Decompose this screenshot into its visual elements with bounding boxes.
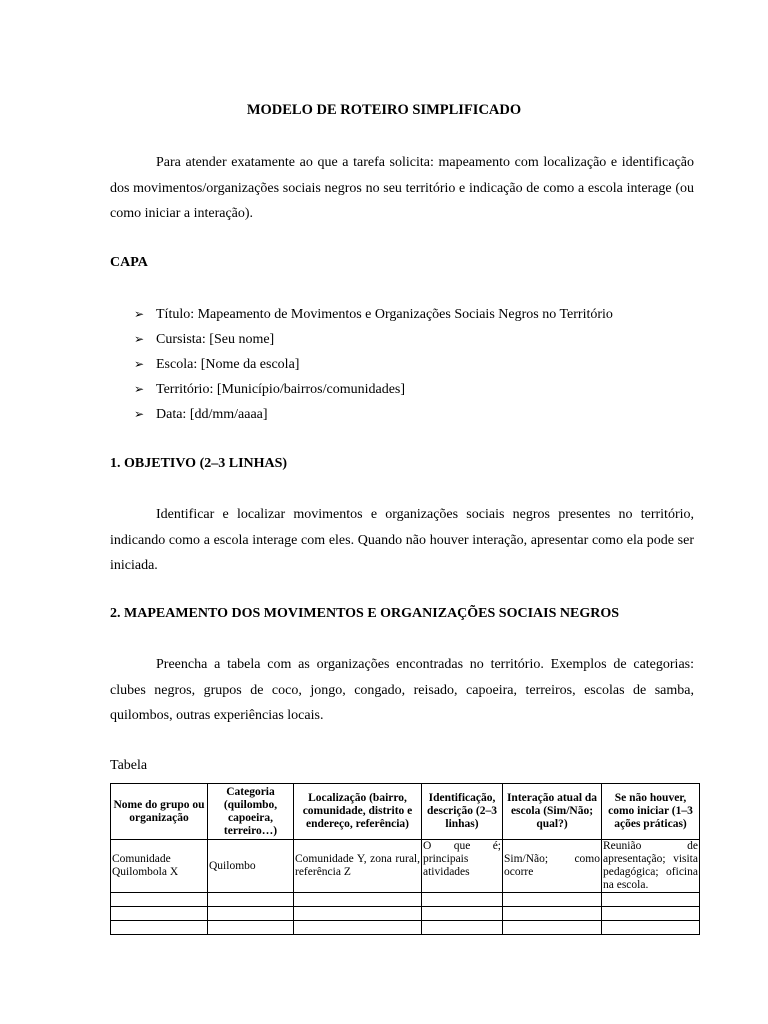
table-cell	[602, 893, 700, 907]
arrow-bullet-icon: ➢	[134, 382, 145, 396]
arrow-bullet-icon: ➢	[134, 357, 145, 371]
column-header: Localização (bairro, comunidade, distrito e endereço, referência)	[294, 784, 422, 840]
mapeamento-paragraph	[110, 652, 694, 729]
list-item: ➢ Território: [Município/bairros/comunidades]	[134, 381, 406, 397]
document-title: MODELO DE ROTEIRO SIMPLIFICADO	[246, 102, 522, 118]
table-cell: Comunidade Quilombola X	[111, 840, 208, 893]
objetivo-heading: 1. OBJETIVO (2–3 LINHAS)	[110, 456, 288, 471]
table-cell	[602, 907, 700, 921]
table-row	[111, 893, 700, 907]
capa-list	[134, 302, 613, 427]
list-item: ➢ Cursista: [Seu nome]	[134, 331, 275, 347]
table-cell: Sim/Não; como ocorre	[503, 840, 602, 893]
table-cell	[111, 921, 208, 935]
table-row	[111, 840, 700, 893]
intro-paragraph	[110, 150, 694, 227]
objetivo-paragraph	[110, 502, 694, 579]
arrow-bullet-icon: ➢	[134, 332, 145, 346]
capa-heading: CAPA	[110, 255, 148, 270]
column-header: Se não houver, como iniciar (1–3 ações práticas)	[602, 784, 700, 840]
list-item: ➢ Título: Mapeamento de Movimentos e Organizações Sociais Negros no Território	[134, 306, 613, 322]
table-cell	[294, 921, 422, 935]
table-cell	[208, 907, 294, 921]
table-cell	[294, 893, 422, 907]
table-cell	[503, 893, 602, 907]
column-header: Nome do grupo ou organização	[111, 784, 208, 840]
table-cell: Comunidade Y, zona rural, referência Z	[294, 840, 422, 893]
arrow-bullet-icon: ➢	[134, 407, 145, 421]
table-cell	[208, 893, 294, 907]
table-row	[111, 921, 700, 935]
table-header-row	[111, 784, 700, 840]
mapeamento-text: Preencha a tabela com as organizações encontradas no território. Exemplos de categorias: clubes negros, grupos de coco, jongo, congado, reisado, capoeira, terreiros, escolas de samba, quilombos, outras experiências locais.	[110, 657, 694, 723]
table-cell: Reunião de apresentação; visita pedagógica; oficina na escola.	[603, 840, 698, 891]
table-row	[111, 907, 700, 921]
list-item: ➢ Data: [dd/mm/aaaa]	[134, 406, 268, 422]
table-cell	[208, 921, 294, 935]
column-header: Interação atual da escola (Sim/Não; qual?)	[503, 784, 602, 840]
mapeamento-heading: 2. MAPEAMENTO DOS MOVIMENTOS E ORGANIZAÇÕES SOCIAIS NEGROS	[110, 606, 620, 621]
intro-text: Para atender exatamente ao que a tarefa solicita: mapeamento com localização e identificação dos movimentos/organizações sociais negros no seu território e indicação de como a escola interage (ou como iniciar a interação).	[110, 155, 694, 221]
table-cell	[294, 907, 422, 921]
table-cell: O que é; principais atividades	[422, 840, 503, 893]
table-cell	[602, 921, 700, 935]
table-caption: Tabela	[110, 758, 148, 773]
table-cell	[503, 921, 602, 935]
table-cell	[503, 907, 602, 921]
column-header: Identificação, descrição (2–3 linhas)	[422, 784, 503, 840]
table-cell	[422, 907, 503, 921]
table-cell: Quilombo	[208, 840, 294, 893]
table-cell	[111, 907, 208, 921]
column-header: Categoria (quilombo, capoeira, terreiro…)	[208, 784, 294, 840]
table-cell	[422, 893, 503, 907]
table-cell	[422, 921, 503, 935]
mapping-table	[110, 783, 700, 935]
table-cell	[111, 893, 208, 907]
list-item: ➢ Escola: [Nome da escola]	[134, 356, 300, 372]
arrow-bullet-icon: ➢	[134, 307, 145, 321]
objetivo-text: Identificar e localizar movimentos e organizações sociais negros presentes no território, indicando como a escola interage com eles. Quando não houver interação, apresentar como ela pode ser iniciada.	[110, 507, 694, 573]
